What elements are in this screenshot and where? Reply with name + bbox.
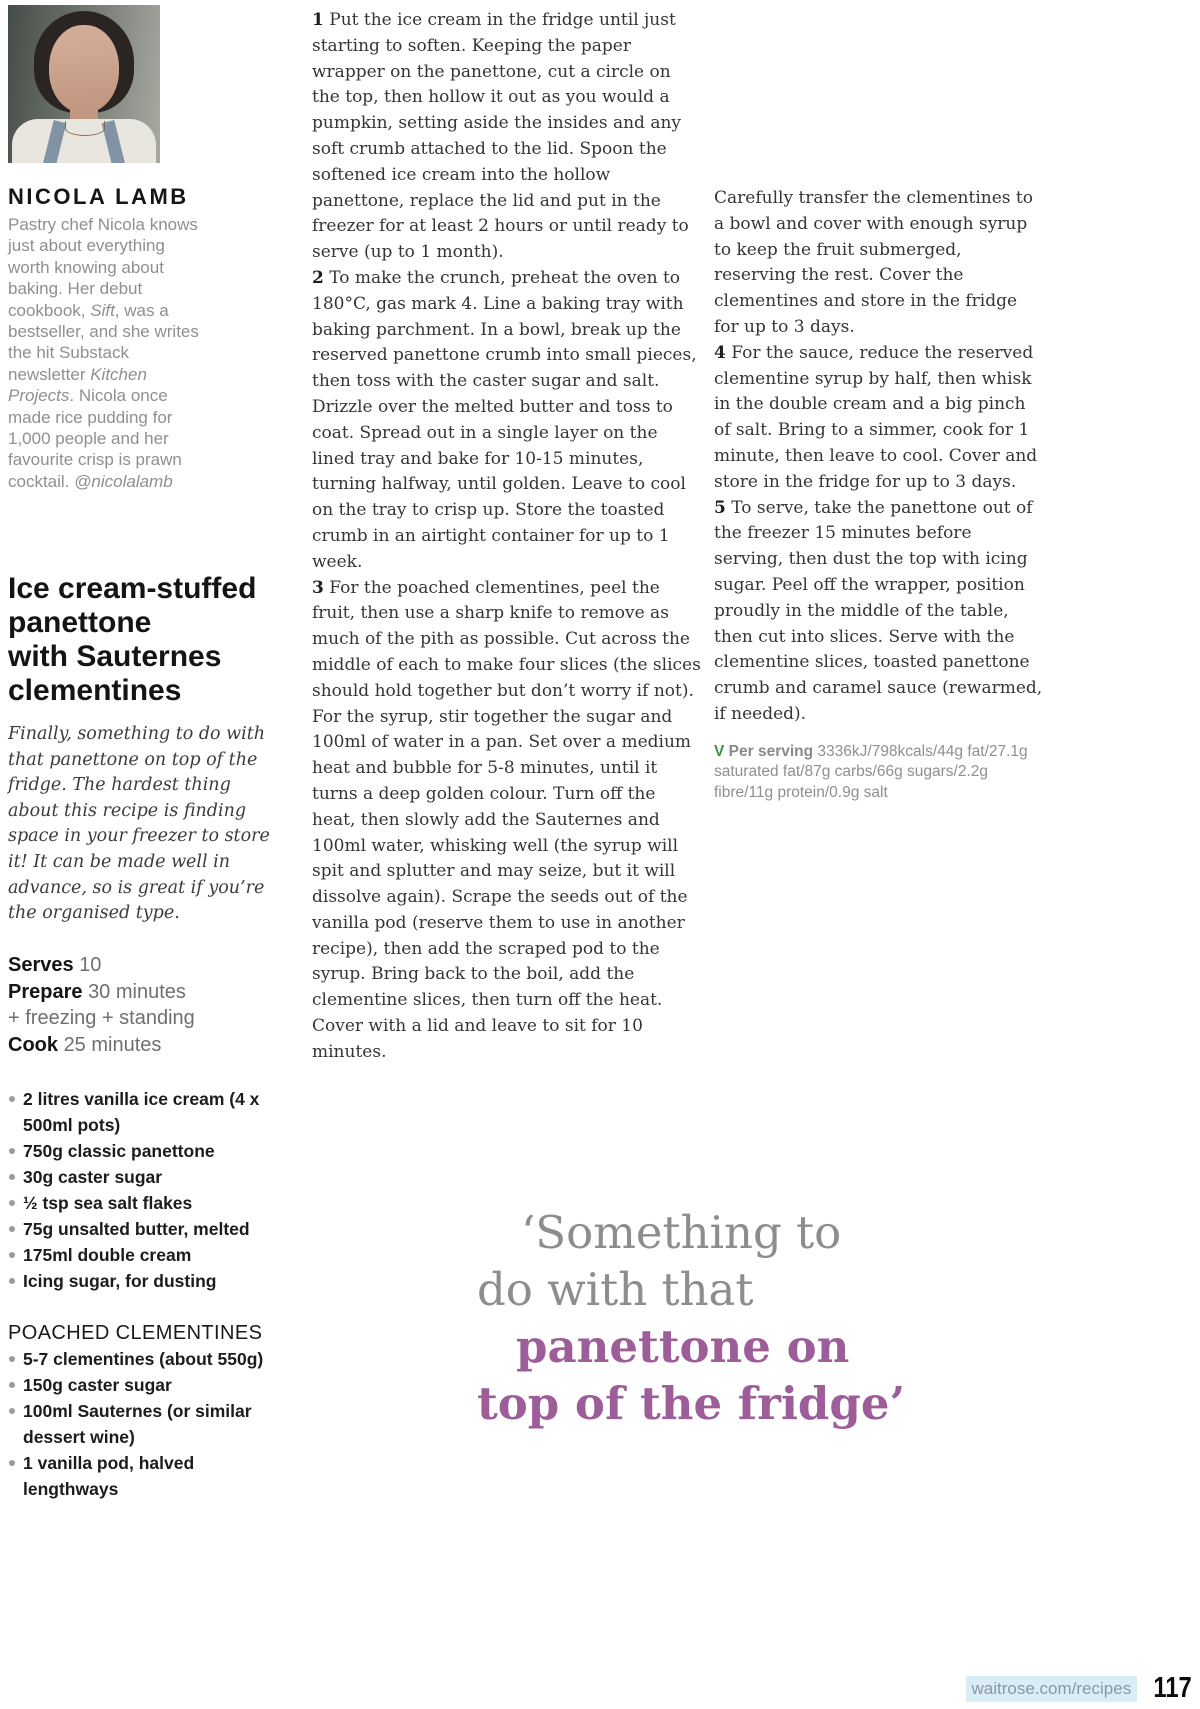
- title-line: with Sauternes: [8, 640, 222, 673]
- subsection-title: POACHED CLEMENTINES: [8, 1322, 263, 1344]
- ingredient-item: 750g classic panettone: [8, 1138, 274, 1164]
- serves-label: Serves: [8, 954, 74, 976]
- step-text: To make the crunch, preheat the oven to 180°C, gas mark 4. Line a baking tray with baking parchment. In a bowl, break up the reserved panettone crumb into small pieces, then toss with the caster sugar and salt. Drizzle over the melted butter and toss to coat. Spread out in a single layer on the lined tray and bake for 10-15 minutes, turning halfway, until golden. Leave to cool on the tray to crisp up. Store the toasted crumb in an airtight container for up to 1 week.: [312, 267, 697, 572]
- prepare-label: Prepare: [8, 980, 83, 1003]
- bio-text: . Nicola once made rice pudding for 1,000 people and her favourite crisp is prawn cocktail.: [8, 386, 182, 491]
- recipe-meta: [8, 952, 195, 1058]
- ingredient-item: 75g unsalted butter, melted: [8, 1216, 274, 1242]
- ingredient-item: 175ml double cream: [8, 1242, 274, 1268]
- pull-quote-line: ‘Something to: [521, 1206, 842, 1259]
- step-text: For the sauce, reduce the reserved clementine syrup by half, then whisk in the double cream and a big pinch of salt. Bring to a simmer, cook for 1 minute, then leave to cool. Cover and store in the fridge for up to 3 days.: [714, 342, 1038, 492]
- step-text: For the poached clementines, peel the fruit, then use a sharp knife to remove as much of the pith as possible. Cut across the middle of each to make four slices (the slices should hold together but don’t worry if not). For the syrup, stir together the sugar and 100ml of water in a pan. Set over a medium heat and bubble for 5-8 minutes, until it turns a deep golden colour. Turn off the heat, then slowly add the Sauternes and 100ml water, whisking well (the syrup will spit and splutter and may seize, but it will dissolve again). Scrape the seeds out of the vanilla pod (reserve them to use in another recipe), then add the scraped pod to the syrup. Bring back to the boil, add the clementine slices, then turn off the heat. Cover with a lid and leave to sit for 10 minutes.: [312, 577, 701, 1062]
- bio-text: , was a bestseller, and she writes the hit Substack newsletter: [8, 300, 199, 384]
- author-social-handle: @nicolalamb: [74, 471, 173, 491]
- author-bio: [8, 214, 208, 492]
- prepare-value: 30 minutes: [88, 980, 186, 1003]
- prepare-row: [8, 979, 195, 1006]
- nutrition-label: Per serving: [728, 742, 814, 760]
- method-step: [312, 576, 702, 1066]
- vegetarian-icon: V: [714, 742, 725, 760]
- step-number: 1: [312, 10, 324, 30]
- bio-text: Pastry chef Nicola knows just about everything worth knowing about baking. Her debut cookbook,: [8, 215, 198, 320]
- ingredient-item: 1 vanilla pod, halved lengthways: [8, 1450, 274, 1502]
- ingredient-item: 30g caster sugar: [8, 1164, 274, 1190]
- recipe-intro: Finally, something to do with that panettone on top of the fridge. The hardest thing about this recipe is finding space in your freezer to store it! It can be made well in advance, so is great if you’re the organised type.: [8, 724, 270, 924]
- step-number: 3: [312, 577, 324, 598]
- method-step: [714, 341, 1044, 496]
- serves-row: [8, 952, 195, 979]
- step-number: 5: [714, 497, 726, 518]
- title-line: panettone: [8, 606, 152, 639]
- prepare-extra-row: + freezing + standing: [8, 1007, 195, 1029]
- recipe-title: [8, 572, 256, 708]
- photo-face-shape: [49, 25, 119, 113]
- author-name: NICOLA LAMB: [8, 184, 189, 209]
- page-number: 117: [1153, 1672, 1192, 1704]
- ingredients-list: [8, 1086, 274, 1294]
- title-line: Ice cream-stuffed: [8, 572, 257, 605]
- step-number: 2: [312, 267, 324, 288]
- serves-value: 10: [79, 954, 102, 976]
- step-number: 4: [714, 342, 726, 363]
- footer-url: waitrose.com/recipes: [966, 1676, 1138, 1702]
- pull-quote-line: top of the fridge’: [477, 1377, 906, 1430]
- step-text: To serve, take the panettone out of the freezer 15 minutes before serving, then dust the top with icing sugar. Peel off the wrapper, position proudly in the middle of the table, then cut into slices. Serve with the clementine slices, toasted panettone crumb and caramel sauce (rewarmed, if needed).: [714, 497, 1043, 724]
- pull-quote-line: panettone on: [516, 1320, 850, 1373]
- method-column-1: [312, 8, 702, 1066]
- method-step: [312, 266, 702, 576]
- ingredient-item: 150g caster sugar: [8, 1372, 274, 1398]
- author-photo: [8, 5, 160, 163]
- nutrition-values: 3336kJ/798kcals/44g fat/27.1g saturated fat/87g carbs/66g sugars/2.2g fibre/11g protein/0.9g salt: [714, 742, 1028, 801]
- method-step: [714, 496, 1044, 728]
- page-footer: [966, 1672, 1192, 1705]
- method-step-continuation: Carefully transfer the clementines to a bowl and cover with enough syrup to keep the fruit submerged, reserving the rest. Cover the clementines and store in the fridge for up to 3 days.: [714, 188, 1033, 337]
- pull-quote-line: do with that: [477, 1263, 754, 1316]
- pull-quote: [477, 1204, 905, 1432]
- ingredient-item: 5-7 clementines (about 550g): [8, 1346, 274, 1372]
- bio-newsletter-title: Kitchen Projects: [8, 364, 147, 406]
- step-text: Put the ice cream in the fridge until just starting to soften. Keeping the paper wrapper on the panettone, cut a circle on the top, then hollow it out as you would a pumpkin, setting aside the insides and any soft crumb attached to the lid. Spoon the softened ice cream into the hollow panettone, replace the lid and put in the freezer for at least 2 hours or until ready to serve (up to 1 month).: [312, 10, 689, 263]
- poached-ingredients-list: [8, 1346, 274, 1502]
- method-step: [312, 8, 702, 266]
- ingredient-item: 2 litres vanilla ice cream (4 x 500ml pots): [8, 1086, 274, 1138]
- title-line: clementines: [8, 674, 182, 707]
- cook-value: 25 minutes: [63, 1033, 162, 1056]
- cook-row: [8, 1032, 195, 1059]
- nutrition-info: [714, 742, 1044, 804]
- cook-label: Cook: [8, 1033, 58, 1056]
- bio-book-title: Sift: [90, 300, 115, 320]
- method-column-2: [714, 8, 1044, 803]
- ingredient-item: ½ tsp sea salt flakes: [8, 1190, 274, 1216]
- ingredient-item: Icing sugar, for dusting: [8, 1268, 274, 1294]
- ingredient-item: 100ml Sauternes (or similar dessert wine): [8, 1398, 274, 1450]
- photo-necklace-shape: [65, 121, 105, 136]
- ingredients-section: [8, 1086, 274, 1502]
